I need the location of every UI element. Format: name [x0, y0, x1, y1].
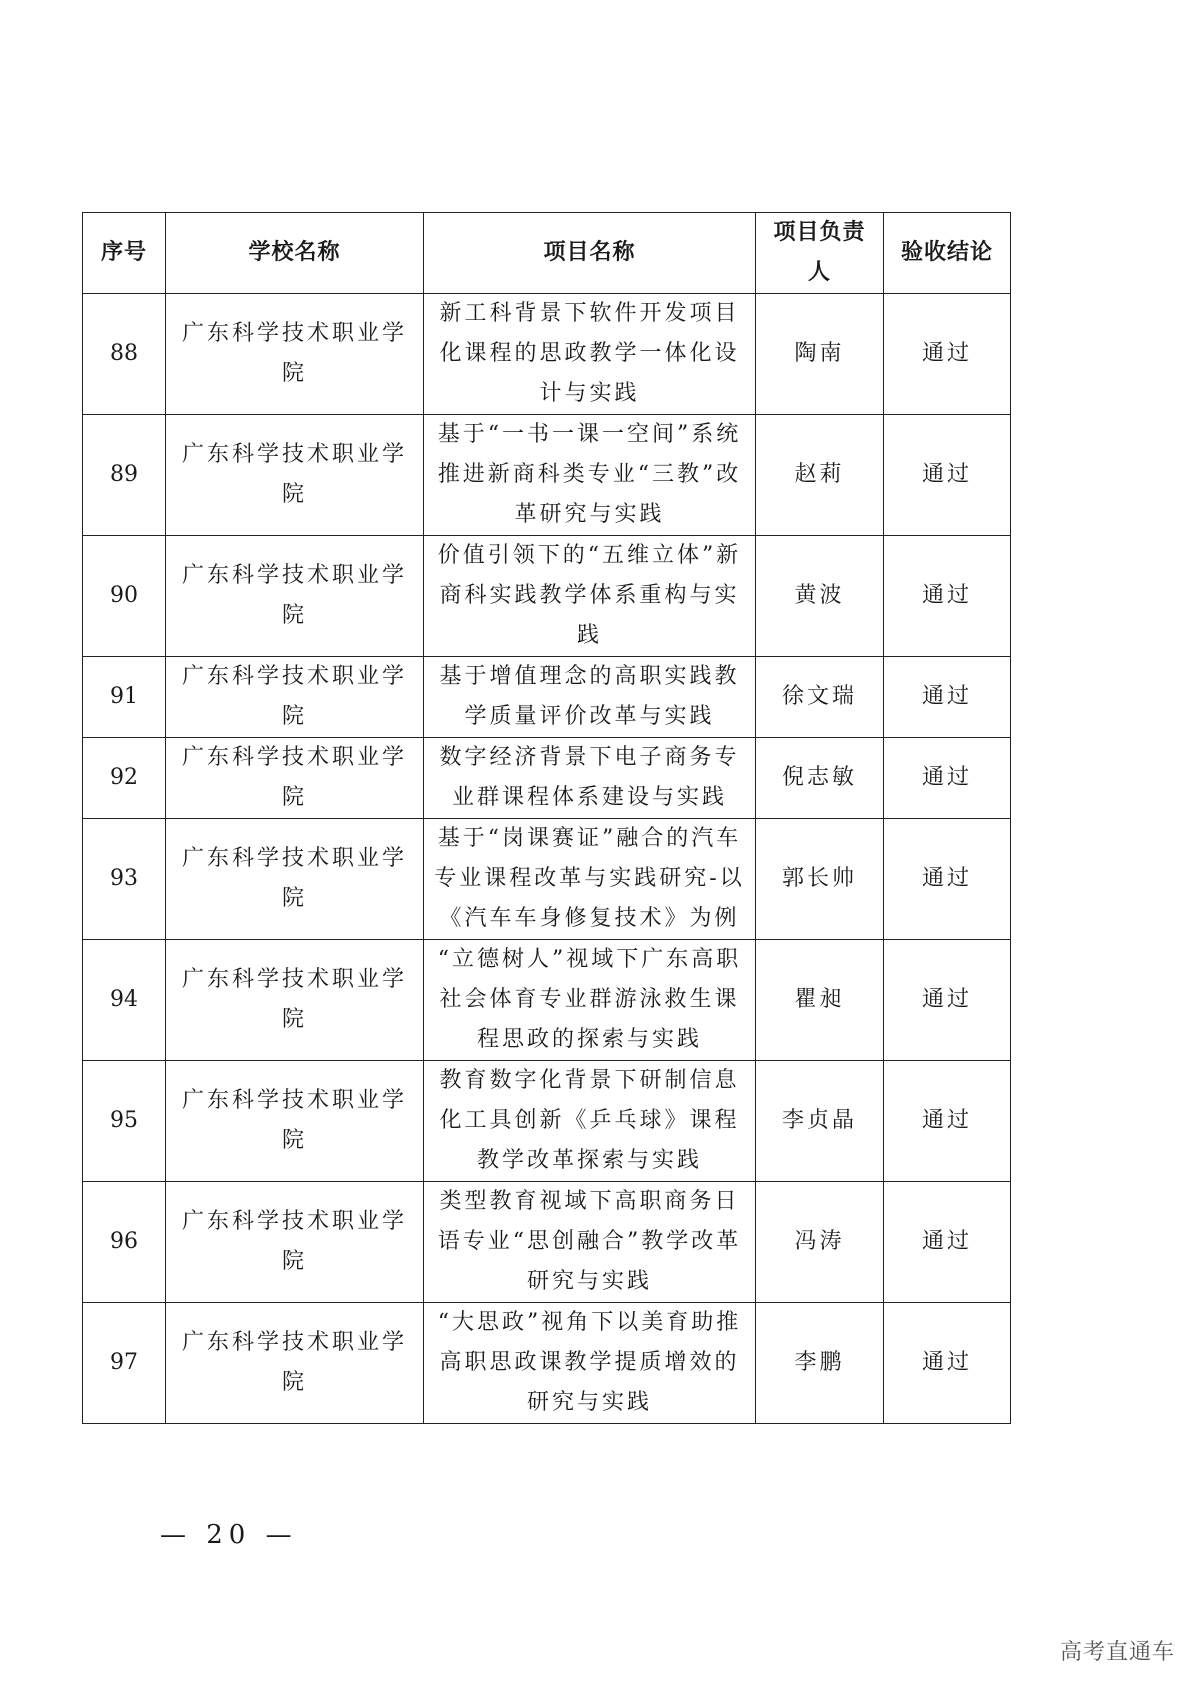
row-result: 通过: [884, 1182, 1011, 1303]
row-project: 类型教育视域下高职商务日语专业“思创融合”教学改革研究与实践: [424, 1182, 756, 1303]
row-result: 通过: [884, 1061, 1011, 1182]
row-leader: 李贞晶: [756, 1061, 884, 1182]
table-row: [83, 657, 1011, 738]
header-leader: 项目负责人: [756, 213, 884, 294]
row-leader: 倪志敏: [756, 738, 884, 819]
row-project: 基于增值理念的高职实践教学质量评价改革与实践: [424, 657, 756, 738]
row-result: 通过: [884, 940, 1011, 1061]
row-school: 广东科学技术职业学院: [166, 940, 424, 1061]
row-no: 96: [83, 1182, 166, 1303]
project-acceptance-table: [82, 212, 1011, 1424]
row-leader: 郭长帅: [756, 819, 884, 940]
row-project: 教育数字化背景下研制信息化工具创新《乒乓球》课程教学改革探索与实践: [424, 1061, 756, 1182]
table-header-row: [83, 213, 1011, 294]
watermark-text: 高考直通车: [1059, 1640, 1175, 1665]
row-result: 通过: [884, 1303, 1011, 1424]
row-leader: 徐文瑞: [756, 657, 884, 738]
table-row: [83, 1182, 1011, 1303]
row-school: 广东科学技术职业学院: [166, 657, 424, 738]
row-no: 89: [83, 415, 166, 536]
header-no: 序号: [83, 213, 166, 294]
row-school: 广东科学技术职业学院: [166, 1182, 424, 1303]
row-no: 90: [83, 536, 166, 657]
page-number: — 20 —: [160, 1520, 298, 1550]
table-row: [83, 415, 1011, 536]
row-school: 广东科学技术职业学院: [166, 819, 424, 940]
row-result: 通过: [884, 657, 1011, 738]
row-no: 94: [83, 940, 166, 1061]
row-school: 广东科学技术职业学院: [166, 1303, 424, 1424]
row-school: 广东科学技术职业学院: [166, 1061, 424, 1182]
row-school: 广东科学技术职业学院: [166, 738, 424, 819]
row-no: 95: [83, 1061, 166, 1182]
row-result: 通过: [884, 819, 1011, 940]
table-row: [83, 819, 1011, 940]
row-result: 通过: [884, 294, 1011, 415]
row-no: 97: [83, 1303, 166, 1424]
table-row: [83, 940, 1011, 1061]
row-leader: 陶南: [756, 294, 884, 415]
row-leader: 瞿昶: [756, 940, 884, 1061]
row-leader: 赵莉: [756, 415, 884, 536]
row-result: 通过: [884, 415, 1011, 536]
row-school: 广东科学技术职业学院: [166, 536, 424, 657]
row-no: 92: [83, 738, 166, 819]
row-project: “立德树人”视域下广东高职社会体育专业群游泳救生课程思政的探索与实践: [424, 940, 756, 1061]
row-project: “大思政”视角下以美育助推高职思政课教学提质增效的研究与实践: [424, 1303, 756, 1424]
table-row: [83, 294, 1011, 415]
row-no: 91: [83, 657, 166, 738]
row-project: 价值引领下的“五维立体”新商科实践教学体系重构与实践: [424, 536, 756, 657]
table-row: [83, 536, 1011, 657]
row-leader: 李鹏: [756, 1303, 884, 1424]
row-no: 93: [83, 819, 166, 940]
row-result: 通过: [884, 536, 1011, 657]
header-result: 验收结论: [884, 213, 1011, 294]
table-row: [83, 1061, 1011, 1182]
row-leader: 冯涛: [756, 1182, 884, 1303]
table-row: [83, 738, 1011, 819]
row-leader: 黄波: [756, 536, 884, 657]
row-result: 通过: [884, 738, 1011, 819]
row-project: 数字经济背景下电子商务专业群课程体系建设与实践: [424, 738, 756, 819]
header-project: 项目名称: [424, 213, 756, 294]
row-project: 基于“一书一课一空间”系统推进新商科类专业“三教”改革研究与实践: [424, 415, 756, 536]
header-school: 学校名称: [166, 213, 424, 294]
row-no: 88: [83, 294, 166, 415]
row-project: 新工科背景下软件开发项目化课程的思政教学一体化设计与实践: [424, 294, 756, 415]
row-project: 基于“岗课赛证”融合的汽车专业课程改革与实践研究-以《汽车车身修复技术》为例: [424, 819, 756, 940]
row-school: 广东科学技术职业学院: [166, 415, 424, 536]
table-row: [83, 1303, 1011, 1424]
row-school: 广东科学技术职业学院: [166, 294, 424, 415]
